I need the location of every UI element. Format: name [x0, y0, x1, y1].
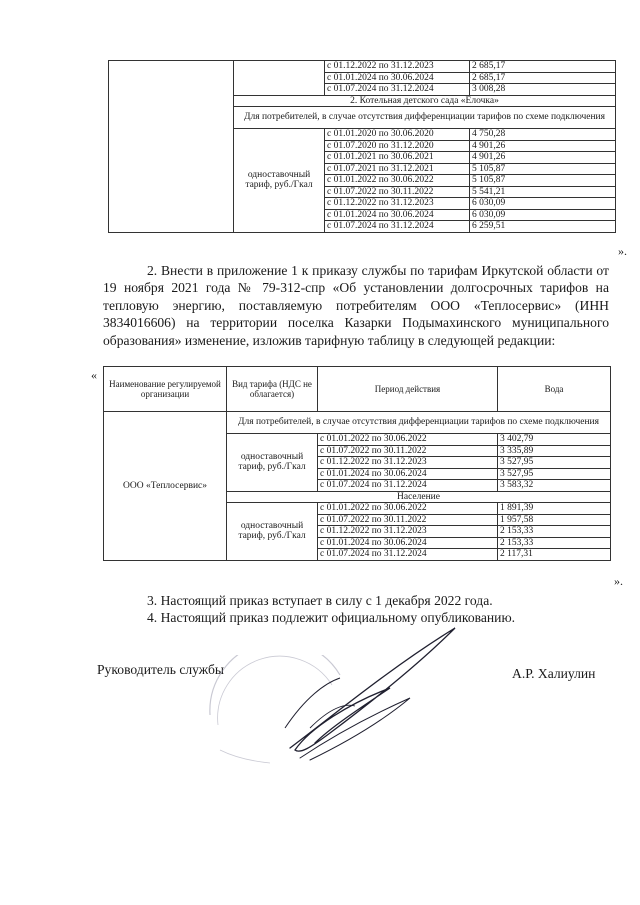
- header-org: Наименование регулируемой организации: [104, 367, 227, 412]
- period-cell: с 01.07.2020 по 31.12.2020: [325, 140, 470, 152]
- period-cell: с 01.01.2024 по 30.06.2024: [318, 468, 498, 480]
- tariff-table-continued: [108, 60, 616, 233]
- value-cell: 5 105,87: [470, 163, 616, 175]
- value-cell: 5 541,21: [470, 186, 616, 198]
- value-cell: 1 891,39: [498, 503, 611, 515]
- signatory-position: Руководитель службы: [97, 662, 225, 677]
- value-cell: 3 402,79: [498, 434, 611, 446]
- paragraph-4: 4. Настоящий приказ подлежит официальному опубликованию.: [147, 610, 515, 625]
- closing-quote: ».: [618, 244, 627, 258]
- paragraph-2: [103, 262, 609, 349]
- handwritten-signature: [270, 608, 470, 768]
- paragraph-3: 3. Настоящий приказ вступает в силу с 1 декабря 2022 года.: [147, 593, 493, 608]
- value-cell: 2 685,17: [470, 72, 616, 84]
- org-name: ООО «Теплосервис»: [104, 412, 227, 561]
- value-cell: 2 685,17: [470, 61, 616, 73]
- period-cell: с 01.12.2022 по 31.12.2023: [325, 198, 470, 210]
- value-cell: 5 105,87: [470, 175, 616, 187]
- period-cell: с 01.07.2024 по 31.12.2024: [325, 221, 470, 233]
- period-cell: с 01.12.2022 по 31.12.2023: [318, 457, 498, 469]
- header-period: Период действия: [318, 367, 498, 412]
- period-cell: с 01.01.2021 по 30.06.2021: [325, 152, 470, 164]
- value-cell: 4 750,28: [470, 129, 616, 141]
- value-cell: 3 527,95: [498, 468, 611, 480]
- subsection-title: Для потребителей, в случае отсутствия дифференциации тарифов по схеме подключения: [227, 412, 611, 434]
- period-cell: с 01.01.2022 по 30.06.2022: [318, 503, 498, 515]
- period-cell: с 01.01.2024 по 30.06.2024: [318, 537, 498, 549]
- period-cell: с 01.07.2022 по 30.11.2022: [318, 445, 498, 457]
- subsection-title: Для потребителей, в случае отсутствия дифференциации тарифов по схеме подключения: [234, 107, 616, 129]
- period-cell: с 01.07.2024 по 31.12.2024: [325, 84, 470, 96]
- value-cell: 2 153,33: [498, 526, 611, 538]
- tariff-type-label: одноставочный тариф, руб./Гкал: [227, 434, 318, 492]
- header-water: Вода: [498, 367, 611, 412]
- table-row: [109, 61, 616, 73]
- value-cell: 3 527,95: [498, 457, 611, 469]
- opening-quote: «: [91, 368, 97, 382]
- value-cell: 1 957,58: [498, 514, 611, 526]
- value-cell: 3 008,28: [470, 84, 616, 96]
- value-cell: 4 901,26: [470, 140, 616, 152]
- tariff-type-label: одноставочный тариф, руб./Гкал: [234, 129, 325, 233]
- period-cell: с 01.01.2022 по 30.06.2022: [325, 175, 470, 187]
- signatory-name: А.Р. Халиулин: [512, 666, 596, 681]
- period-cell: с 01.12.2022 по 31.12.2023: [318, 526, 498, 538]
- tariff-cell-blank: [234, 61, 325, 96]
- value-cell: 6 259,51: [470, 221, 616, 233]
- subsection-row: [104, 412, 611, 434]
- period-cell: с 01.07.2021 по 31.12.2021: [325, 163, 470, 175]
- period-cell: с 01.01.2022 по 30.06.2022: [318, 434, 498, 446]
- population-label: Население: [227, 491, 611, 503]
- value-cell: 2 153,33: [498, 537, 611, 549]
- closing-quote-2: ».: [614, 574, 623, 588]
- period-cell: с 01.07.2024 по 31.12.2024: [318, 480, 498, 492]
- period-cell: с 01.12.2022 по 31.12.2023: [325, 61, 470, 73]
- period-cell: с 01.01.2024 по 30.06.2024: [325, 72, 470, 84]
- period-cell: с 01.07.2022 по 30.11.2022: [325, 186, 470, 198]
- value-cell: 3 335,89: [498, 445, 611, 457]
- period-cell: с 01.07.2022 по 30.11.2022: [318, 514, 498, 526]
- period-cell: с 01.01.2020 по 30.06.2020: [325, 129, 470, 141]
- value-cell: 6 030,09: [470, 198, 616, 210]
- org-cell-blank: [109, 61, 234, 233]
- value-cell: 4 901,26: [470, 152, 616, 164]
- tariff-type-label-population: одноставочный тариф, руб./Гкал: [227, 503, 318, 561]
- value-cell: 2 117,31: [498, 549, 611, 561]
- period-cell: с 01.01.2024 по 30.06.2024: [325, 209, 470, 221]
- value-cell: 6 030,09: [470, 209, 616, 221]
- section-title: 2. Котельная детского сада «Ёлочка»: [234, 95, 616, 107]
- paragraph-2-text: 2. Внести в приложение 1 к приказу службы по тарифам Иркутской области от 19 ноября 2021 года № 79-312-спр «Об установлении долгосрочных тарифов на тепловую энергию, поставляемую потребителям ООО «Теплосервис» (ИНН 3834016606) на территории поселка Казарки Подымахинского муниципального образования» изменение, изложив тарифную таблицу в следующей редакции:: [103, 263, 609, 348]
- value-cell: 3 583,32: [498, 480, 611, 492]
- header-tariff-type: Вид тарифа (НДС не облагается): [227, 367, 318, 412]
- tariff-table-teploservis: [103, 366, 611, 561]
- period-cell: с 01.07.2024 по 31.12.2024: [318, 549, 498, 561]
